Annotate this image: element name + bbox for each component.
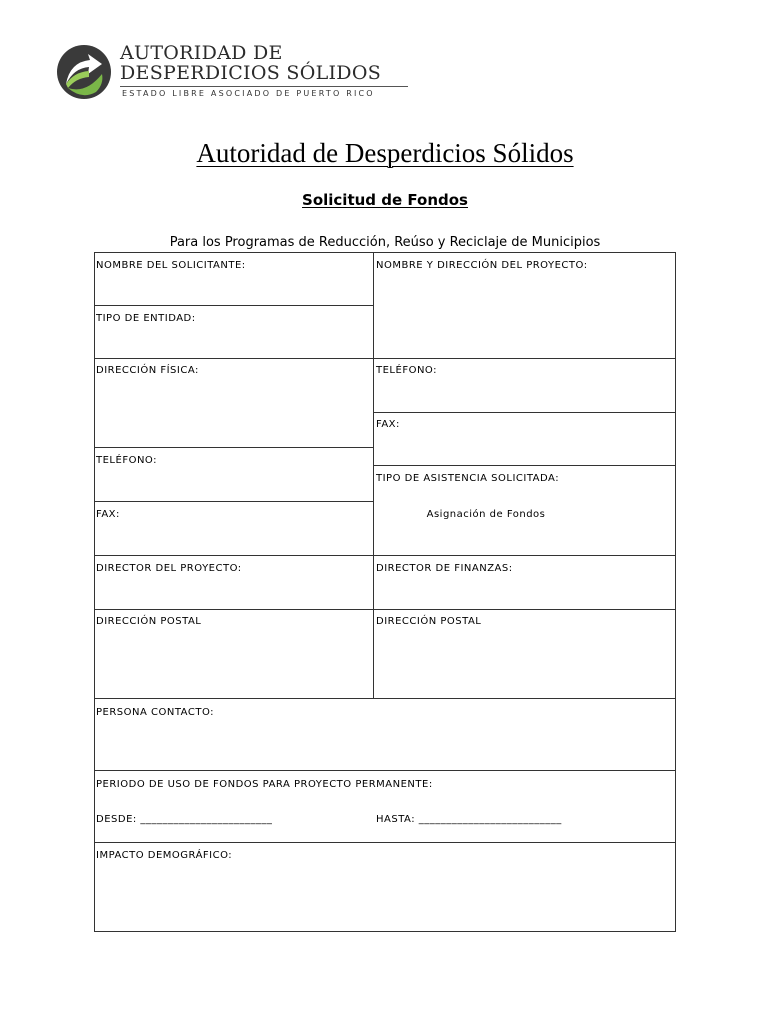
- divider-right-3: [373, 465, 676, 466]
- form-center-divider: [373, 252, 374, 699]
- divider-full-1: [94, 555, 676, 556]
- program-description: Para los Programas de Reducción, Reúso y Reciclaje de Municipios: [169, 235, 601, 250]
- fax-left-label: FAX:: [96, 509, 120, 520]
- document-title: [0, 138, 770, 169]
- document-title-text: Autoridad de Desperdicios Sólidos: [196, 138, 574, 168]
- form-border-bottom: [94, 931, 676, 932]
- physical-address-label: DIRECCIÓN FÍSICA:: [96, 365, 199, 376]
- logo-line-2: DESPERDICIOS SÓLIDOS: [120, 62, 382, 84]
- from-date-label: DESDE: ________________________: [96, 814, 273, 825]
- assistance-value: Asignación de Fondos: [426, 509, 546, 520]
- document-subtitle: [0, 191, 770, 209]
- funds-period-label: PERIODO DE USO DE FONDOS PARA PROYECTO PERMANENTE:: [96, 779, 433, 790]
- finance-director-label: DIRECTOR DE FINANZAS:: [376, 563, 513, 574]
- logo-line-1: AUTORIDAD DE: [120, 42, 283, 64]
- entity-type-label: TIPO DE ENTIDAD:: [96, 313, 196, 324]
- phone-right-label: TELÉFONO:: [376, 365, 437, 376]
- divider-left-1: [94, 305, 373, 306]
- project-name-address-label: NOMBRE Y DIRECCIÓN DEL PROYECTO:: [376, 260, 588, 271]
- contact-person-label: PERSONA CONTACTO:: [96, 707, 215, 718]
- divider-left-4: [94, 501, 373, 502]
- divider-full-5: [94, 842, 676, 843]
- postal-address-right-label: DIRECCIÓN POSTAL: [376, 616, 482, 627]
- divider-full-4: [94, 770, 676, 771]
- divider-left-3: [94, 447, 373, 448]
- document-subtitle-text: Solicitud de Fondos: [302, 191, 468, 209]
- logo-line-3: ESTADO LIBRE ASOCIADO DE PUERTO RICO: [122, 89, 375, 98]
- application-form: [94, 252, 676, 932]
- project-director-label: DIRECTOR DEL PROYECTO:: [96, 563, 242, 574]
- phone-left-label: TELÉFONO:: [96, 455, 157, 466]
- agency-logo: [56, 40, 382, 102]
- postal-address-left-label: DIRECCIÓN POSTAL: [96, 616, 202, 627]
- assistance-type-label: TIPO DE ASISTENCIA SOLICITADA:: [376, 473, 560, 484]
- divider-left-2: [94, 358, 373, 359]
- fax-right-label: FAX:: [376, 419, 400, 430]
- divider-full-3: [94, 698, 676, 699]
- applicant-name-label: NOMBRE DEL SOLICITANTE:: [96, 260, 246, 271]
- divider-right-2: [373, 412, 676, 413]
- form-border-right: [675, 252, 676, 932]
- form-border-top: [94, 252, 676, 253]
- divider-right-1: [373, 358, 676, 359]
- logo-divider: [120, 86, 408, 87]
- to-date-label: HASTA: __________________________: [376, 814, 562, 825]
- form-border-left: [94, 252, 95, 932]
- recycle-arrow-icon: [56, 44, 112, 100]
- demographic-impact-label: IMPACTO DEMOGRÁFICO:: [96, 850, 233, 861]
- divider-full-2: [94, 609, 676, 610]
